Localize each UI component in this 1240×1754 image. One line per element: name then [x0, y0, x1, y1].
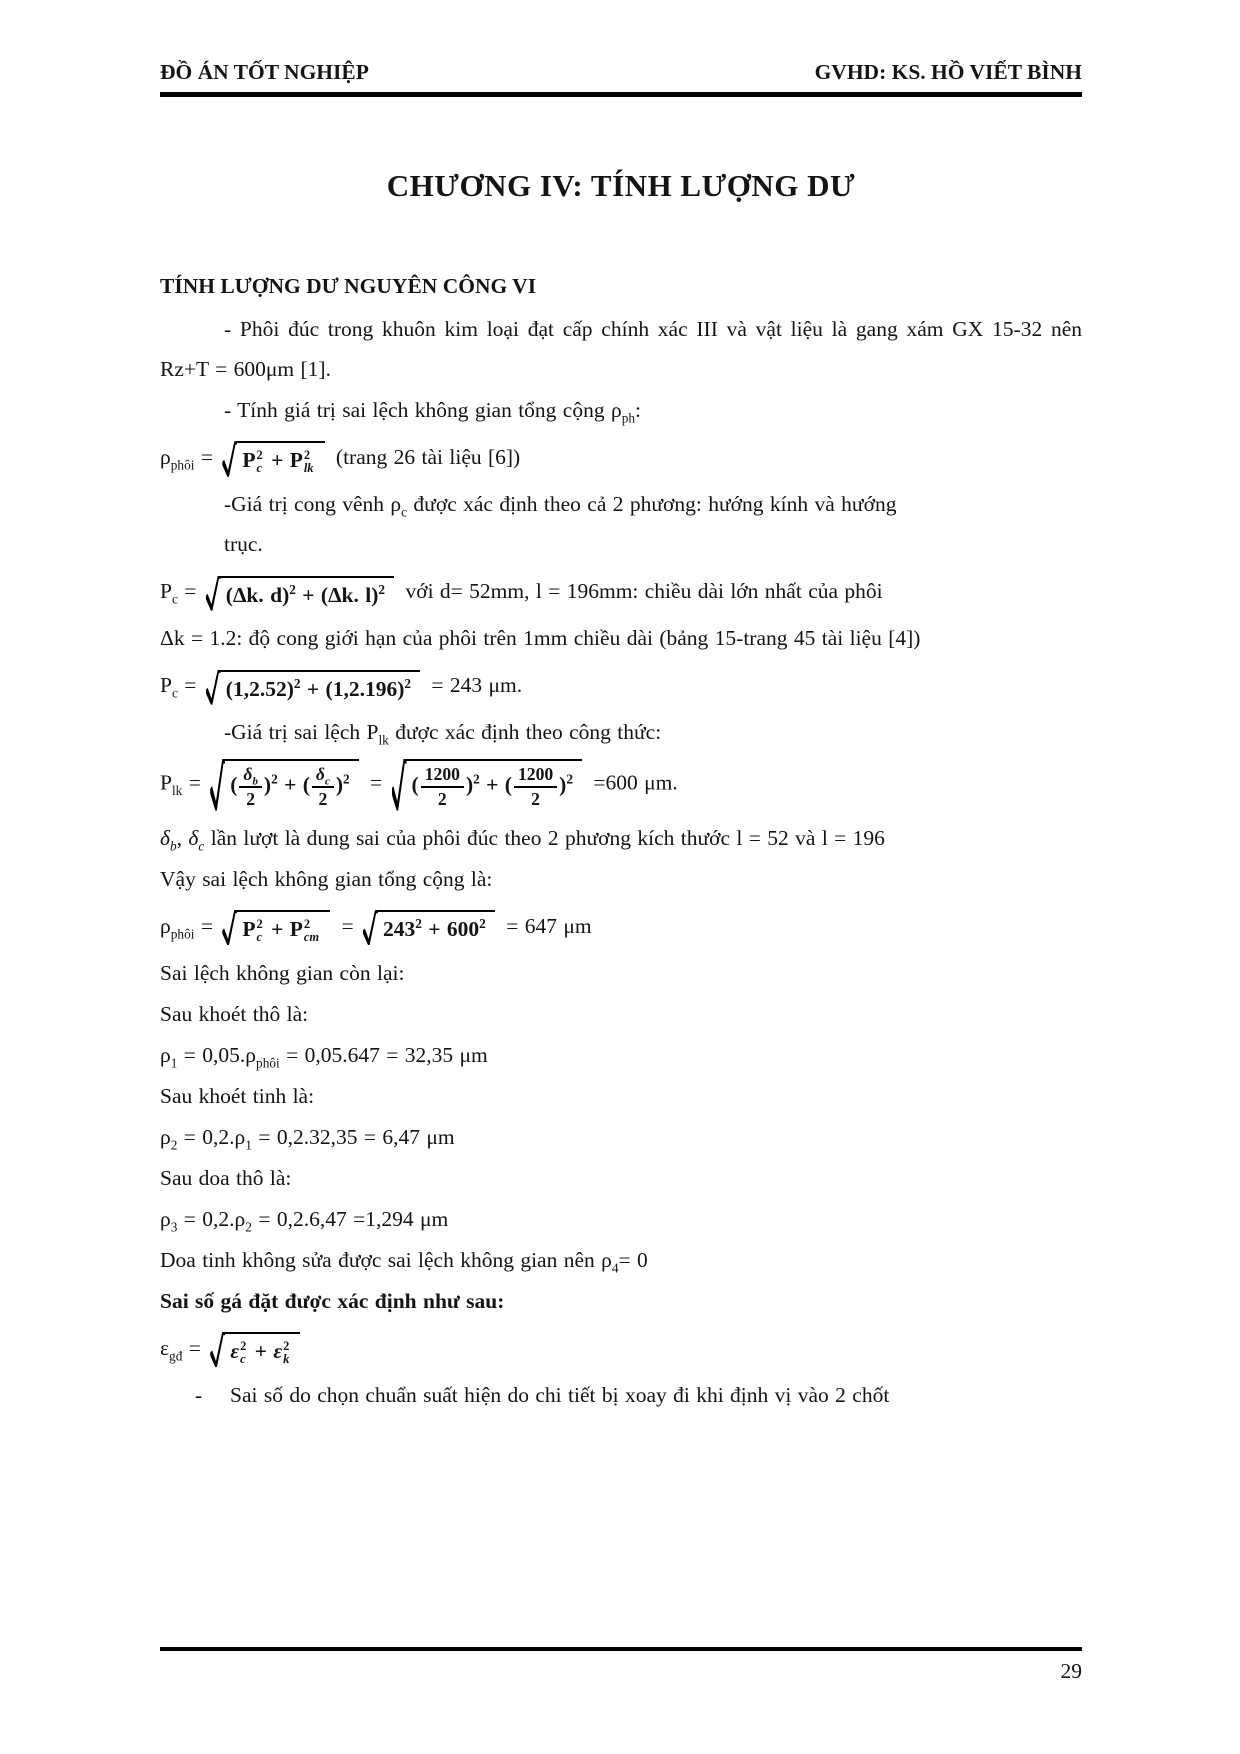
sqrt-expression	[392, 759, 582, 811]
text-run: =600 μm.	[587, 770, 678, 795]
text-run: (1,2.52)	[225, 676, 294, 701]
text-run: (trang 26 tài liệu [6])	[329, 445, 521, 469]
text-run: + (	[277, 772, 310, 797]
paragraph-line	[160, 953, 1082, 993]
text-run: - Phôi đúc trong khuôn kim loại đạt cấp chính xác III và vật liệu là gang xám GX 15-32 nên Rz+T = 600μm [1].	[160, 317, 1082, 381]
text-run: với d= 52mm, l = 196mm: chiều dài lớn nhất của phôi	[399, 579, 883, 603]
text-run: =	[182, 770, 208, 795]
paragraph-line	[160, 1117, 1082, 1157]
text-run: ρ	[160, 913, 171, 938]
text-run: P	[242, 916, 256, 941]
header-right-advisor: GVHD: KS. HỒ VIẾT BÌNH	[814, 60, 1082, 84]
subscript: lk	[171, 783, 183, 799]
text-run: = 647 μm	[499, 913, 592, 938]
radical-sign	[206, 670, 221, 705]
subscript: phôi	[170, 925, 195, 941]
paragraph-line	[160, 1240, 1082, 1280]
radical-sign	[210, 1332, 225, 1368]
superscript: 2	[283, 1338, 290, 1353]
superscript: 2	[289, 581, 296, 597]
subscript: 1	[170, 1054, 178, 1070]
formula-line	[160, 906, 1082, 946]
subscript: gđ	[169, 1347, 183, 1363]
superscript: 2	[240, 1338, 247, 1353]
subscript: c	[171, 591, 178, 607]
numerator	[239, 764, 262, 788]
text-run: ,	[176, 825, 189, 850]
subscript: lk	[378, 732, 389, 748]
text-run: 1200	[424, 764, 460, 784]
text-run: được xác định theo cả 2 phương: hướng kính và hướng	[407, 492, 897, 516]
text-run: + P	[264, 916, 303, 941]
fraction	[239, 764, 262, 810]
subscript: 2	[245, 1218, 252, 1234]
subscript: c	[240, 1351, 246, 1366]
paragraph-line	[160, 1199, 1082, 1239]
subscript: ph	[621, 410, 636, 426]
text-run: 1200	[517, 764, 554, 784]
bullet-dash: -	[195, 1382, 203, 1407]
sqrt-body	[224, 1332, 300, 1368]
superscript: 2	[473, 771, 480, 787]
paragraph-line	[160, 859, 1082, 899]
sqrt-body	[220, 670, 420, 705]
sqrt-body	[377, 910, 495, 945]
text-run: = 0,2.	[177, 1206, 235, 1231]
paragraph-line	[160, 818, 1082, 858]
numerator	[514, 764, 557, 788]
subscript: 2	[170, 1136, 178, 1152]
page-footer	[160, 1647, 1082, 1684]
sqrt-body	[406, 759, 582, 811]
chapter-title: CHƯƠNG IV: TÍNH LƯỢNG DƯ	[386, 168, 856, 203]
text-run: = 0,2.32,35 = 6,47 μm	[251, 1124, 455, 1149]
text-run: =	[194, 913, 220, 938]
text-run: 2	[318, 788, 328, 809]
text-run: Doa tinh không sửa được sai lệch không gian nên ρ	[160, 1247, 612, 1272]
fraction	[312, 764, 334, 810]
page-number: 29	[1060, 1659, 1082, 1683]
subscript: c	[198, 837, 205, 853]
subscript: c	[324, 775, 330, 788]
text-run: + (Δk. l)	[295, 582, 379, 607]
paragraph-line	[160, 994, 1082, 1034]
text-run: Sau khoét tinh là:	[160, 1083, 315, 1108]
superscript: 2	[271, 771, 278, 787]
paragraph-line	[160, 390, 1082, 430]
sqrt-expression	[210, 759, 358, 811]
text-run: +	[248, 1338, 274, 1363]
paragraph-line	[160, 1076, 1082, 1116]
text-run: )	[263, 772, 272, 797]
text-run: = 0,05.	[177, 1042, 246, 1067]
superscript: 2	[479, 915, 486, 931]
paragraph-line	[224, 484, 1082, 564]
superscript: 2	[293, 675, 301, 691]
text-run: P	[242, 448, 256, 473]
paragraph-line	[160, 1158, 1082, 1198]
formula-line	[160, 1328, 1082, 1368]
text-run: ρ	[160, 1124, 171, 1149]
text-run: =	[177, 579, 203, 603]
formula-line	[160, 571, 1082, 611]
text-run: (Δk. d)	[225, 582, 290, 607]
paragraph-line	[160, 1035, 1082, 1075]
text-run: ε	[230, 1338, 240, 1363]
subscript: c	[171, 685, 178, 701]
text-run: 2	[437, 788, 447, 809]
section-heading: TÍNH LƯỢNG DƯ NGUYÊN CÔNG VI	[160, 274, 537, 298]
subscript: k	[283, 1351, 290, 1366]
text-run: Sau doa thô là:	[160, 1165, 292, 1190]
denominator	[318, 788, 327, 810]
subscript: 4	[611, 1259, 619, 1275]
radical-sign	[206, 576, 221, 611]
denominator	[246, 788, 255, 810]
paragraph-text	[230, 1383, 889, 1407]
text-run: ρ	[160, 1042, 171, 1067]
text-run: δ	[315, 764, 325, 784]
sup-sub-stack	[283, 1340, 289, 1367]
denominator	[531, 788, 540, 810]
text-run: =	[182, 1335, 208, 1360]
text-run: P	[160, 579, 172, 603]
text-run: 243	[382, 917, 416, 942]
text-run: + P	[264, 448, 303, 473]
sup-sub-stack	[240, 1340, 246, 1367]
text-run: (	[411, 772, 419, 797]
superscript: 2	[303, 916, 311, 931]
paragraph-line	[224, 712, 1082, 752]
denominator	[438, 788, 447, 810]
text-run: ε	[273, 1338, 283, 1363]
sqrt-body	[236, 910, 330, 946]
subscript: 3	[170, 1218, 178, 1234]
sup-sub-stack	[304, 918, 319, 945]
formula-line	[160, 665, 1082, 705]
sqrt-body	[236, 441, 324, 477]
superscript: 2	[566, 771, 574, 787]
radical-sign	[222, 910, 237, 946]
text-run: (	[230, 772, 238, 797]
text-run: P	[160, 770, 172, 795]
superscript: 2	[303, 447, 311, 462]
superscript: 2	[256, 916, 263, 931]
text-run: :	[635, 398, 642, 422]
formula-line	[160, 437, 1082, 477]
text-run: + (	[479, 772, 512, 797]
page-header	[160, 60, 1082, 97]
numerator	[312, 764, 334, 788]
text-run: ρ	[160, 1206, 171, 1231]
text-run: Δk = 1.2: độ cong giới hạn của phôi trên 1mm chiều dài (bảng 15-trang 45 tài liệu [4])	[160, 626, 921, 650]
sqrt-expression	[210, 1332, 300, 1368]
text-run: )	[465, 772, 474, 797]
header-left-title: ĐỒ ÁN TỐT NGHIỆP	[160, 60, 369, 84]
text-run: =	[177, 673, 203, 697]
footer-rule	[160, 1647, 1082, 1651]
text-run: ρ	[234, 1206, 246, 1231]
subscript: b	[252, 775, 258, 788]
radical-sign	[363, 910, 378, 945]
text-run: ρ	[234, 1124, 246, 1149]
subscript: phôi	[170, 457, 195, 473]
text-run: 2	[531, 788, 540, 809]
sqrt-expression	[363, 910, 495, 945]
text-run: = 0	[618, 1247, 648, 1272]
subscript: c	[256, 461, 263, 476]
superscript: 2	[256, 447, 263, 462]
text-run: -Giá trị sai lệch P	[224, 720, 379, 744]
text-run: ε	[160, 1335, 170, 1360]
text-run: ρ	[245, 1042, 257, 1067]
radical-sign	[392, 759, 407, 811]
text-run: =	[335, 913, 360, 938]
text-run: ρ	[160, 445, 171, 469]
fraction	[421, 764, 464, 810]
text-run: =	[194, 445, 220, 469]
radical-sign	[222, 441, 237, 477]
superscript: 2	[415, 915, 422, 931]
text-run: Sai lệch không gian còn lại:	[160, 960, 405, 985]
subscript: phôi	[256, 1054, 280, 1070]
superscript: 2	[378, 581, 386, 597]
text-run: Sai số do chọn chuẩn suất hiện do chi tiết bị xoay đi khi định vị vào 2 chốt	[230, 1382, 890, 1407]
superscript: 2	[404, 675, 412, 691]
text-run: trục.	[224, 532, 263, 556]
numerator	[421, 764, 464, 788]
superscript: 2	[342, 771, 350, 787]
subscript: 1	[245, 1136, 252, 1152]
text-run: Sau khoét thô là:	[160, 1001, 309, 1026]
sup-sub-stack	[304, 449, 314, 476]
paragraph-line	[160, 618, 1082, 658]
text-run: lần lượt là dung sai của phôi đúc theo 2 phương kích thước l = 52 và l = 196	[204, 825, 885, 850]
text-run: )	[335, 772, 343, 797]
text-run: )	[559, 772, 567, 797]
text-run: Sai số gá đặt được xác định như sau:	[160, 1288, 505, 1313]
text-run: P	[160, 673, 172, 697]
paragraph-line	[160, 1375, 1082, 1415]
paragraph-line	[160, 1281, 1082, 1321]
text-run: =	[363, 770, 389, 795]
text-run: + (1,2.196)	[300, 676, 405, 701]
sqrt-expression	[222, 441, 324, 477]
text-run: = 243 μm.	[425, 673, 523, 697]
text-run: 2	[246, 788, 256, 809]
text-run: - Tính giá trị sai lệch không gian tổng cộng ρ	[224, 398, 622, 422]
paragraph-line	[160, 309, 1082, 389]
sqrt-expression	[206, 670, 420, 705]
content-lines	[160, 309, 1082, 1415]
text-run: Vậy sai lệch không gian tổng cộng là:	[160, 866, 493, 891]
sup-sub-stack	[256, 449, 262, 476]
subscript: b	[170, 837, 177, 853]
text-run: -Giá trị cong vênh ρ	[224, 492, 402, 516]
sup-sub-stack	[256, 918, 262, 945]
subscript: c	[256, 929, 263, 944]
text-run: được xác định theo công thức:	[388, 720, 662, 744]
formula-line	[160, 759, 1082, 811]
sqrt-expression	[222, 910, 330, 946]
text-run: δ	[188, 825, 199, 850]
text-run: = 0,05.647 = 32,35 μm	[279, 1042, 488, 1067]
radical-sign	[210, 759, 225, 811]
fraction	[514, 764, 557, 810]
text-run: + 600	[421, 917, 480, 942]
text-run: = 0,2.6,47 =1,294 μm	[251, 1206, 449, 1231]
text-run: δ	[160, 825, 170, 850]
sqrt-expression	[206, 576, 394, 611]
sqrt-body	[224, 759, 358, 811]
subscript: c	[401, 504, 408, 520]
text-run: δ	[243, 764, 253, 784]
text-run: = 0,2.	[177, 1124, 235, 1149]
page-content	[160, 112, 1082, 1416]
subscript: cm	[303, 929, 320, 944]
sqrt-body	[220, 576, 394, 611]
subscript: lk	[303, 461, 314, 476]
